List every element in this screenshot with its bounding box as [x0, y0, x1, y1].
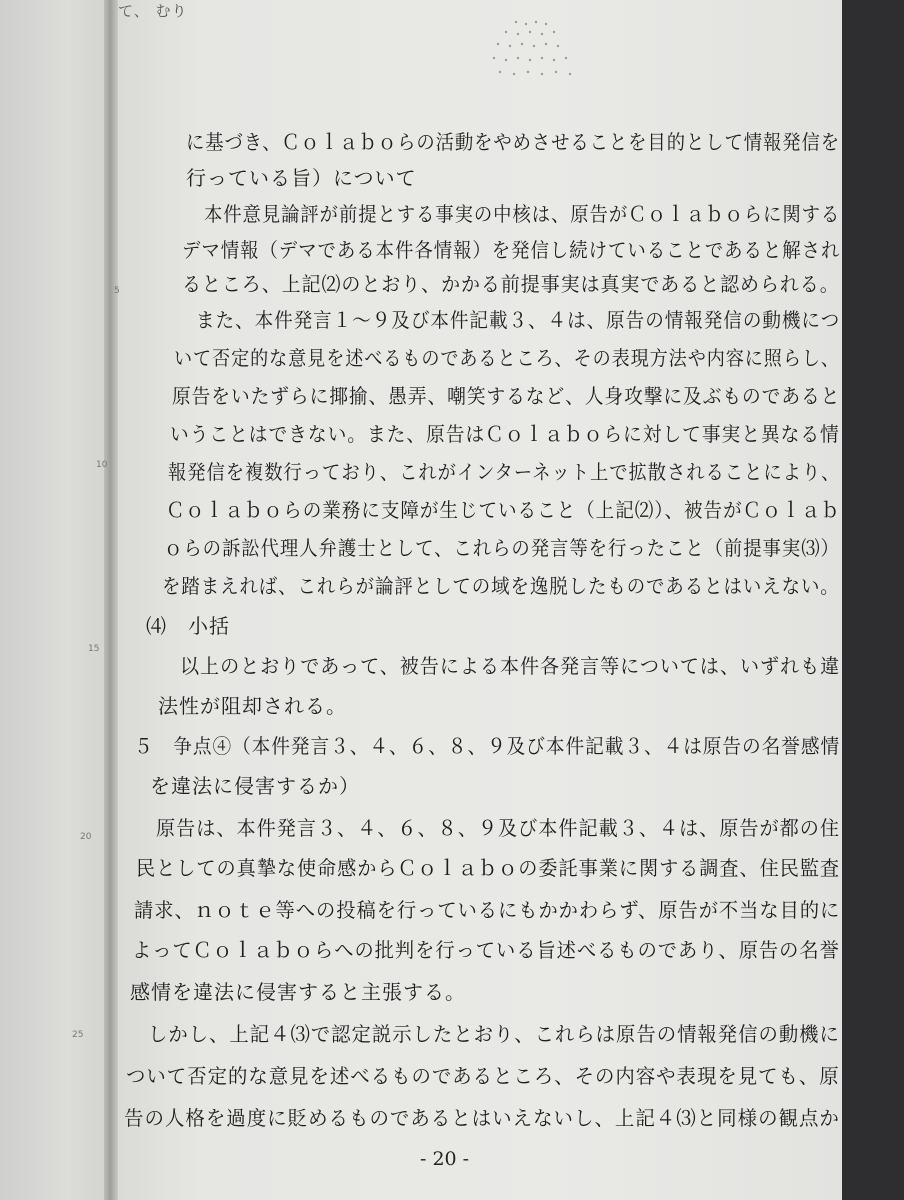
text-line: デマ情報（デマである本件各情報）を発信し続けていることであると解され — [182, 238, 841, 262]
text-line: いうことはできない。また、原告はＣｏｌａｂｏらに対して事実と異なる情 — [170, 422, 840, 446]
text-line: よってＣｏｌａｂｏらへの批判を行っている旨述べるものであり、原告の名誉 — [132, 938, 840, 962]
line-number: 5 — [114, 286, 120, 296]
text-line: また、本件発言１～９及び本件記載３、４は、原告の情報発信の動機につ — [196, 308, 841, 332]
text-line: ついて否定的な意見を述べるものであるところ、その内容や表現を見ても、原 — [126, 1064, 840, 1088]
text-line: ｏらの訴訟代理人弁護士として、これらの発言等を行ったこと（前提事実⑶） — [164, 536, 840, 560]
line-number: 20 — [80, 832, 92, 842]
text-line: に基づき、Ｃｏｌａｂｏらの活動をやめさせることを目的として情報発信を — [186, 130, 841, 154]
issue-heading: ５ 争点④（本件発言３、４、６、８、９及び本件記載３、４は原告の名誉感情 — [134, 734, 841, 758]
text-line: 感情を違法に侵害すると主張する。 — [130, 980, 466, 1004]
line-number: 25 — [72, 1030, 84, 1040]
text-line: 法性が阻却される。 — [158, 694, 347, 718]
text-line: を踏まえれば、これらが論評としての域を逸脱したものであるとはいえない。 — [162, 574, 840, 598]
margin-handwritten-note: て、 むり — [118, 2, 188, 20]
line-number: 15 — [88, 644, 100, 654]
text-line: Ｃｏｌａｂｏらの業務に支障が生じていること（上記⑵）、被告がＣｏｌａｂ — [166, 498, 841, 522]
text-line: いて否定的な意見を述べるものであるところ、その表現方法や内容に照らし、 — [174, 346, 840, 370]
text-line: しかし、上記４⑶で認定説示したとおり、これらは原告の情報発信の動機に — [148, 1022, 840, 1046]
text-line: 民としての真摯な使命感からＣｏｌａｂｏの委託事業に関する調査、住民監査 — [136, 856, 841, 880]
issue-heading-cont: を違法に侵害するか） — [150, 774, 360, 798]
text-line: 以上のとおりであって、被告による本件各発言等については、いずれも違 — [180, 654, 841, 678]
text-line: 原告をいたずらに揶揄、愚弄、嘲笑するなど、人身攻撃に及ぶものであると — [172, 384, 841, 408]
line-number: 10 — [96, 460, 108, 470]
page-number: - 20 - — [420, 1148, 470, 1170]
text-line: 報発信を複数行っており、これがインターネット上で拡散されることにより、 — [168, 460, 841, 484]
text-line: 告の人格を過度に貶めるものであるとはいえないし、上記４⑶と同様の観点か — [124, 1106, 840, 1130]
text-line: 原告は、本件発言３、４、６、８、９及び本件記載３、４は、原告が都の住 — [156, 816, 841, 840]
text-line: るところ、上記⑵のとおり、かかる前提事実は真実であると認められる。 — [182, 272, 840, 296]
section-heading: ⑷ 小括 — [146, 614, 230, 638]
text-line: 行っている旨）について — [186, 166, 417, 190]
text-line: 請求、ｎｏｔｅ等への投稿を行っているにもかかわらず、原告が不当な目的に — [134, 898, 841, 922]
text-line: 本件意見論評が前提とする事実の中核は、原告がＣｏｌａｂｏらに関する — [204, 202, 841, 226]
